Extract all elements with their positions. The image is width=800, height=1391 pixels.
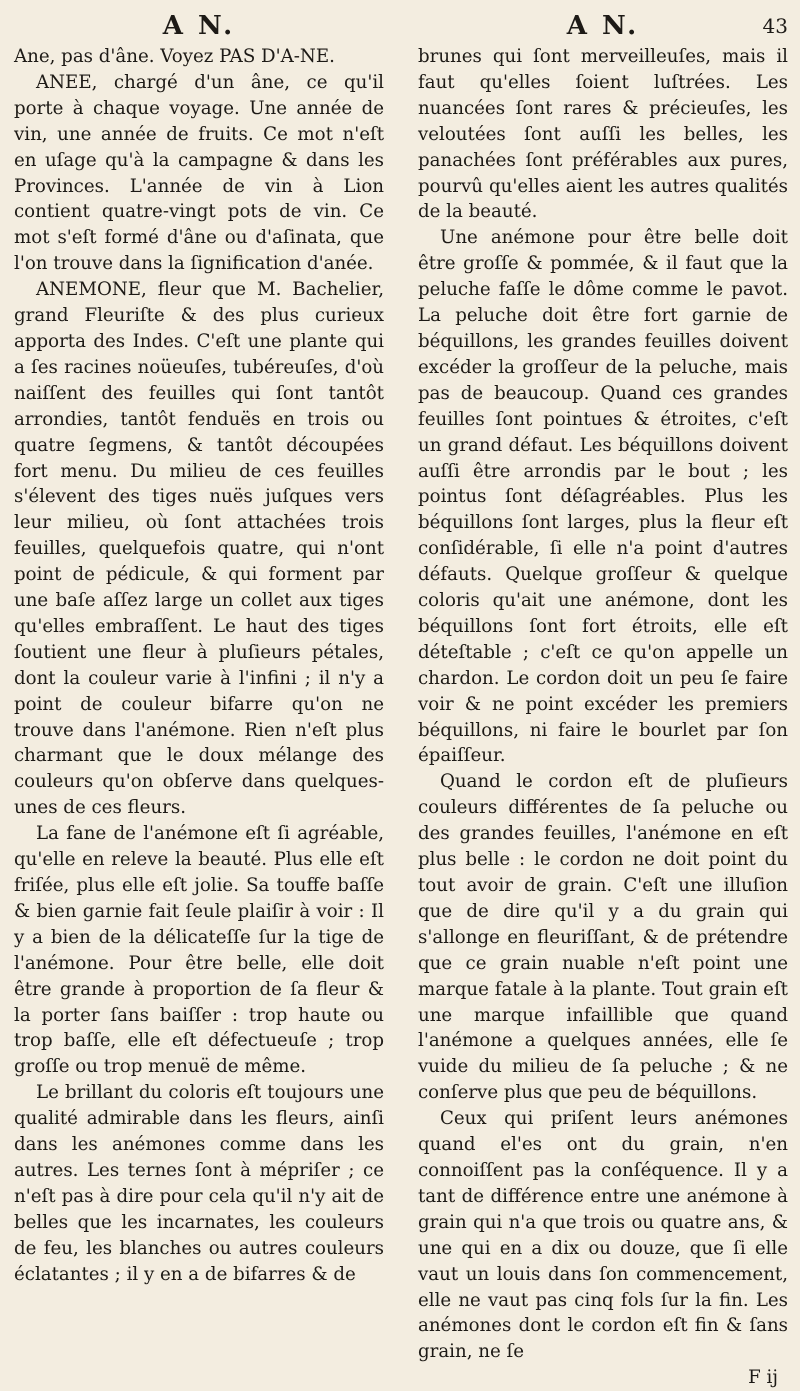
entry-anee: ANEE, chargé d'un âne, ce qu'il porte à chaque voyage. Une année de vin, une année de fruits. Ce mot n'eſt en uſage qu'à la campagne & dans les Provinces. L'année de vin à Lion contient quatre-vingt pots de vin. Ce mot s'eſt formé d'âne ou d'aſinata, que l'on trouve dans la ſignification d'anée. <box>14 71 384 275</box>
left-running-head: A N. <box>162 11 236 41</box>
paragraph-grain: Ceux qui priſent leurs anémones quand el'es ont du grain, n'en connoiſſent pas la conſéquence. Il y a tant de différence entre une anémone à grain qui n'a que trois ou quatre ans, & une qui en a dix ou douze, que ſi elle vaut un louis dans ſon commencement, elle ne vaut pas cinq fols ſur la fin. Les anémones dont le cordon eſt fin & ſans grain, ne ſe <box>418 1108 788 1363</box>
signature-mark: F ij <box>748 1367 778 1389</box>
paragraph-fane: La fane de l'anémone eſt ſi agréable, qu'elle en releve la beauté. Plus elle eſt friſée, plus elle eſt jolie. Sa touffe baſſe & bien garnie fait ſeule plaiſir à voir : Il y a bien de la délicateſſe ſur la tige de l'anémone. Pour être belle, elle doit être grande à proportion de ſa fleur & la porter ſans baiſſer : trop haute ou trop baſſe, elle eſt défectueuſe ; trop groſſe ou trop menuë de même. <box>14 823 384 1078</box>
left-page <box>14 0 384 1288</box>
paragraph-cordon: Quand le cordon eſt de pluſieurs couleurs différentes de ſa peluche ou des grandes feuilles, l'anémone en eſt plus belle : le cordon ne doit point du tout avoir de grain. C'eſt une illuſion que de dire qu'il y a du grain qui s'allonge en fleuriſſant, & de prétendre que ce grain nuable n'eſt point une marque fatale à la plante. Tout grain eſt une marque infaillible que quand l'anémone a quelques années, elle ſe vuide du milieu de ſa peluche ; & ne conſerve plus que peu de béquillons. <box>418 771 788 1104</box>
right-running-head <box>418 0 788 44</box>
page-number: 43 <box>762 14 788 38</box>
paragraph-coloris: Le brillant du coloris eſt toujours une qualité admirable dans les fleurs, ainſi dans les anémones comme dans les autres. Les ternes ſont à mépriſer ; ce n'eſt pas à dire pour cela qu'il n'y ait de belles que les incarnates, les couleurs de feu, les blanches ou autres couleurs éclatantes ; il y en a de bifarres & de <box>14 1082 384 1285</box>
paragraph-belle-anemone: Une anémone pour être belle doit être groſſe & pommée, & il faut que la peluche faſſe le dôme comme le pavot. La peluche doit être fort garnie de béquillons, les grandes feuilles doivent excéder la groſſeur de la peluche, mais pas de beaucoup. Quand ces grandes feuilles ſont pointues & étroites, c'eſt un grand défaut. Les béquillons doivent auſſi être arrondis par le bout ; les pointus ſont déſagréables. Plus les béquillons ſont larges, plus la fleur eſt conſidérable, ſi elle n'a point d'autres défauts. Quelque groſſeur & quelque coloris qu'ait une anémone, dont les béquillons ſont fort étroits, elle eſt déteſtable ; c'eſt ce qu'on appelle un chardon. Le cordon doit un peu ſe faire voir & ne point excéder les premiers béquillons, ni faire le bourlet par ſon épaiſſeur. <box>418 227 788 767</box>
entry-ane: Ane, pas d'âne. Voyez PAS D'A-NE. <box>14 46 335 67</box>
right-header-text: A N. <box>566 11 640 41</box>
paragraph-brunes: brunes qui ſont merveilleuſes, mais il faut qu'elles ſoient luſtrées. Les nuancées ſont rares & précieuſes, les veloutées ſont auſſi les belles, les panachées ſont préférables aux pures, pourvû qu'elles aient les autres qualités de la beauté. <box>418 46 788 223</box>
right-page <box>418 0 788 1391</box>
entry-anemone: ANEMONE, fleur que M. Bachelier, grand Fleuriſte & des plus curieux apporta des Indes. C'eſt une plante qui a ſes racines noüeuſes, tubéreuſes, d'où naiſſent des feuilles qui ſont tantôt arrondies, tantôt fenduës en trois ou quatre ſegmens, & tantôt découpées fort menu. Du milieu de ces feuilles s'élevent des tiges nuës juſques vers leur milieu, où ſont attachées trois feuilles, quelquefois quatre, qui n'ont point de pédicule, & qui forment par une baſe aſſez large un collet aux tiges qu'elles embraſſent. Le haut des tiges ſoutient une fleur à pluſieurs pétales, dont la couleur varie à l'infini ; il n'y a point de couleur bifarre qu'on ne trouve dans l'anémone. Rien n'eſt plus charmant que le doux mélange des couleurs qu'on obſerve dans quelques-unes de ces fleurs. <box>14 279 384 819</box>
